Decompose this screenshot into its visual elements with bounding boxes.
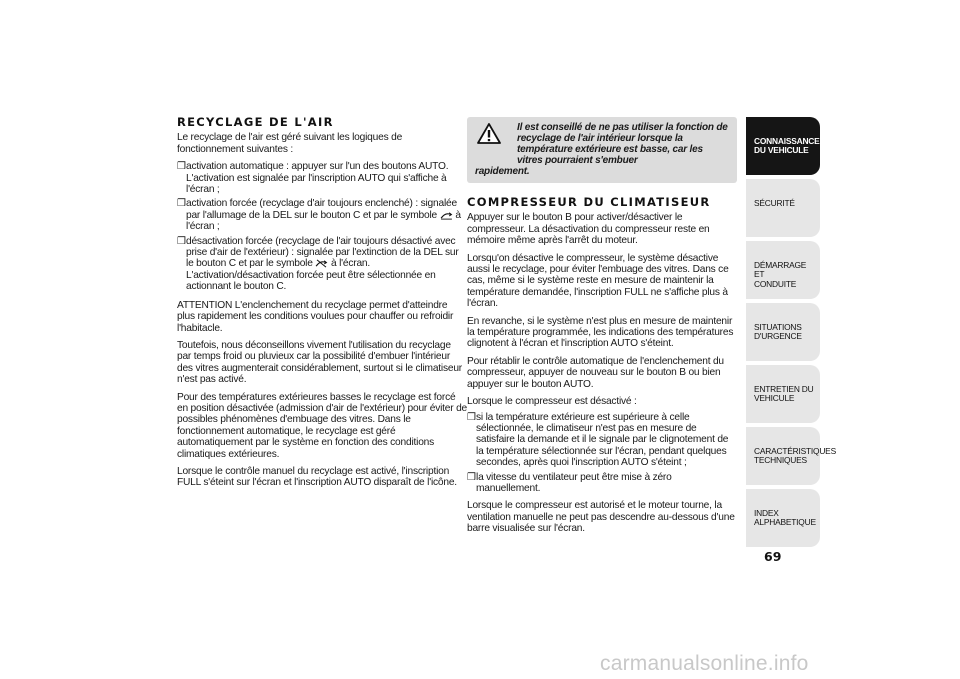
list-item-text: la vitesse du ventilateur peut être mise à zéro manuellement.: [476, 471, 672, 494]
tab-caracteristiques-techniques[interactable]: [746, 427, 836, 485]
tab-label: D'URGENCE: [754, 331, 802, 342]
warning-box: [467, 117, 737, 183]
bullet-box-icon: ❒: [467, 411, 476, 423]
intro-paragraph: Le recyclage de l'air est géré suivant les logiques de fonctionnement suivantes :: [177, 132, 403, 155]
section-heading-recyclage: RECYCLAGE DE L'AIR: [177, 115, 334, 129]
tab-demarrage-et-conduite[interactable]: [746, 241, 820, 299]
bullet-box-icon: ❒: [467, 471, 476, 483]
paragraph: Lorsque le compresseur est désactivé :: [467, 396, 637, 408]
list-item-text-end: à l'écran. L'activation/désactivation forcée peut être sélectionnée en actionnant le bouton C.: [186, 258, 436, 293]
paragraph: Lorsque le compresseur est autorisé et le moteur tourne, la ventilation manuelle ne peut pas descendre au-dessous d'une barre visualisée sur l'écran.: [467, 500, 735, 535]
list-item: [177, 198, 467, 232]
tab-connaissance-du-vehicule[interactable]: [746, 117, 820, 175]
list-item-text-start: activation forcée (recyclage d'air toujours enclenché) : signalée par l'allumage de la DEL sur le bouton C et par le symbole: [186, 198, 457, 221]
tab-label: ALPHABETIQUE: [754, 517, 816, 528]
list-item: [177, 161, 467, 195]
air-recirculation-icon: [315, 259, 328, 268]
paragraph: Pour des températures extérieures basses le recyclage est forcé en position désactivée (admission d'air de l'extérieur) pour éviter de possibles phénomènes d'embuage des vitres. Dans le fonctionnement automatique, le recyclage est géré automatiquement par le système en fonction des conditions climatiques extérieures.: [177, 391, 468, 460]
section-heading-compresseur: COMPRESSEUR DU CLIMATISEUR: [467, 195, 711, 209]
watermark: carmanualsonline.info: [600, 652, 809, 675]
tab-label: CONNAISSANCE: [754, 136, 820, 146]
paragraph: En revanche, si le système n'est plus en mesure de maintenir la température programmée, les indications des températures clignotent à l'écran et l'inscription AUTO s'éteint.: [467, 315, 734, 350]
tab-entretien-du-vehicule[interactable]: [746, 365, 820, 423]
paragraph: ATTENTION L'enclenchement du recyclage permet d'atteindre plus rapidement les conditions voulues pour chauffer ou refroidir l'habitacle.: [177, 299, 454, 334]
list-item-text: [186, 198, 467, 232]
paragraph: Appuyer sur le bouton B pour activer/désactiver le compresseur. La désactivation du compresseur reste en mémoire même après l'arrêt du moteur.: [467, 212, 710, 247]
tab-label: DU VEHICULE: [754, 145, 809, 156]
list-item: [467, 472, 737, 495]
tab-label: INDEX: [754, 508, 779, 518]
tab-label: CONDUITE: [754, 278, 797, 289]
list-item-text-start: désactivation forcée (recyclage de l'air toujours désactivé avec prise d'air de l'extérieur) : signalée par l'extinction de la DEL sur le bouton C et par le symbole: [186, 235, 459, 270]
bullet-box-icon: ❒: [177, 235, 186, 247]
bullet-box-icon: ❒: [177, 198, 186, 210]
tab-label: SITUATIONS: [754, 322, 802, 332]
list-item-text-end: à l'écran ;: [186, 209, 461, 233]
paragraph: Lorsqu'on désactive le compresseur, le système désactive aussi le recyclage, pour éviter l'embuage des vitres. Dans ce cas, même si le système reste en mesure de maintenir la température demandée, l'inscription FULL ne s'affiche plus à l'écran.: [467, 252, 729, 310]
warning-triangle-icon: [477, 123, 501, 144]
paragraph: Lorsque le contrôle manuel du recyclage est activé, l'inscription FULL s'éteint sur l'écran et l'inscription AUTO disparaît de l'icône.: [177, 465, 457, 489]
list-item-text: si la température extérieure est supérieure à celle sélectionnée, le climatiseur n'est pas en mesure de satisfaire la demande et il le signale par le clignotement de la température sélectionnée sur l'écran, pendant quelques secondes, après quoi l'inscription AUTO s'éteint ;: [476, 411, 729, 469]
chapter-tabs: [746, 117, 836, 551]
right-column: [467, 117, 737, 541]
tab-securite[interactable]: [746, 179, 820, 237]
tab-label: SÉCURITÉ: [754, 198, 795, 208]
paragraph: Pour rétablir le contrôle automatique de l'enclenchement du compresseur, appuyer de nouveau sur le bouton B ou bien appuyer sur le bouton AUTO.: [467, 355, 724, 390]
tab-label: TECHNIQUES: [754, 455, 807, 466]
warning-text: Il est conseillé de ne pas utiliser la fonction de recyclage de l'air intérieur lorsque la température extérieure est basse, car les vitres pourraient s'embuer: [517, 122, 728, 166]
list-item: [467, 412, 737, 469]
tab-situations-d-urgence[interactable]: [746, 303, 820, 361]
left-column: [177, 117, 467, 495]
tab-label: DÉMARRAGE ET: [754, 260, 807, 280]
warning-text-end: rapidement.: [475, 166, 530, 177]
bullet-box-icon: ❒: [177, 161, 186, 173]
tab-label: CARACTÉRISTIQUES: [754, 446, 836, 456]
tab-label: ENTRETIEN DU: [754, 384, 814, 394]
paragraph: Toutefois, nous déconseillons vivement l'utilisation du recyclage par temps froid ou pluvieux car la possibilité d'embuer l'intérieur des vitres augmenterait considérablement, surtout si le climatiseur n'est pas activé.: [177, 339, 463, 386]
page-number: 69: [764, 549, 782, 564]
list-item-text: [186, 236, 467, 293]
list-item-text: activation automatique : appuyer sur l'un des boutons AUTO. L'activation est signalée par l'inscription AUTO qui s'affiche à l'écran ;: [186, 161, 449, 196]
list-item: [177, 236, 467, 293]
tab-index-alphabetique[interactable]: [746, 489, 820, 547]
tab-label: VEHICULE: [754, 393, 795, 404]
air-recirculation-icon: [440, 211, 453, 220]
